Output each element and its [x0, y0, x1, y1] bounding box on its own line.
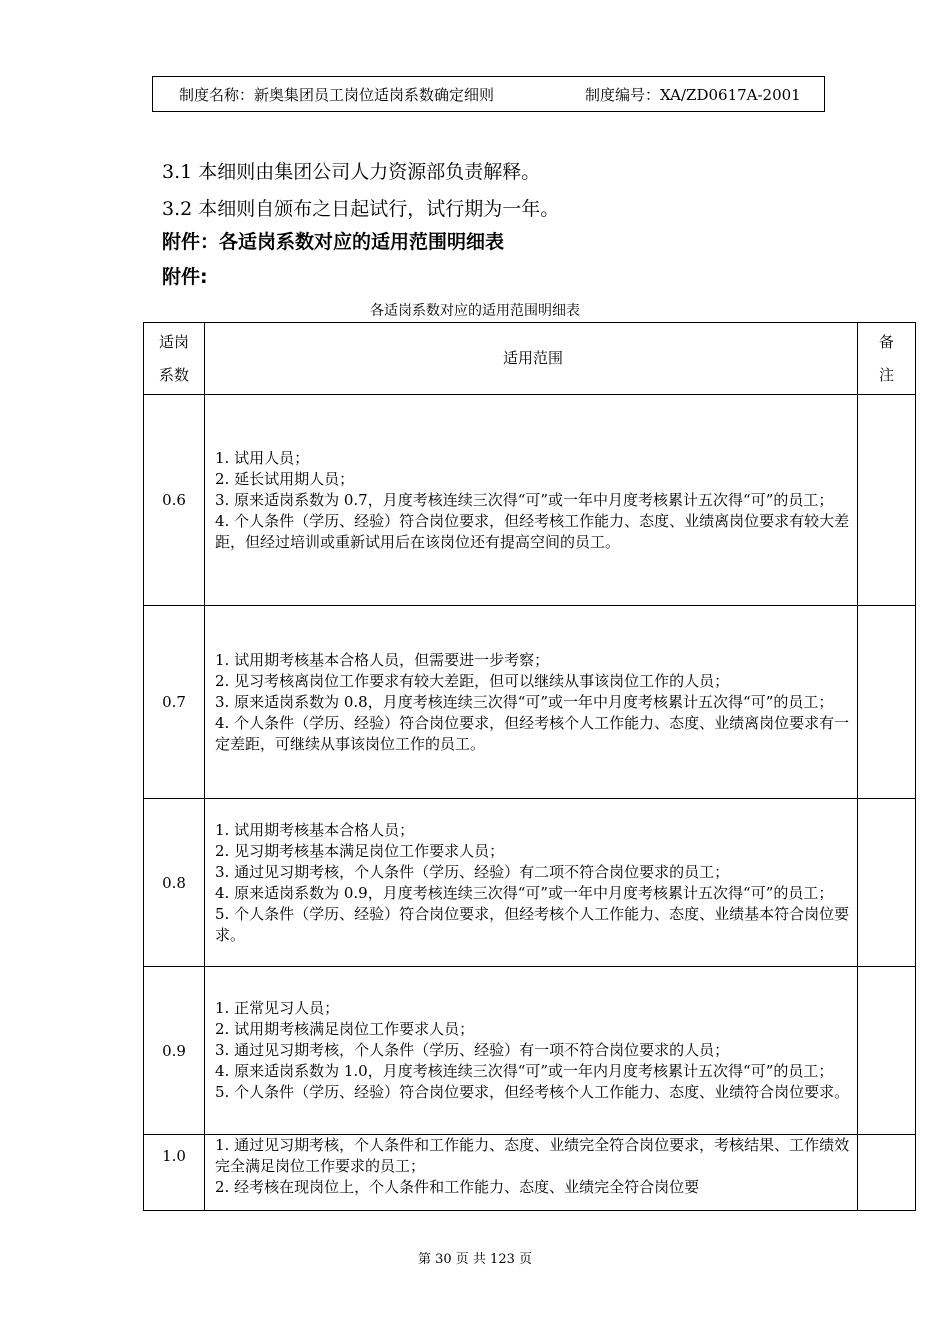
- header-note: 备 注: [858, 323, 916, 395]
- table-row: [144, 606, 916, 799]
- note-cell: [858, 395, 916, 606]
- list-item: 1. 通过见习期考核，个人条件和工作能力、态度、业绩完全符合岗位要求，考核结果、工作绩效完全满足岗位工作要求的员工；: [215, 1136, 850, 1175]
- list-item: 1. 正常见习人员；: [215, 999, 340, 1017]
- range-cell: [205, 1135, 858, 1211]
- range-cell: [205, 606, 858, 799]
- regulation-code: 制度编号：XA/ZD0617A-2001: [585, 85, 801, 104]
- list-item: 5. 个人条件（学历、经验）符合岗位要求，但经考核个人工作能力、态度、业绩基本符合岗位要求。: [215, 904, 850, 944]
- list-item: 1. 试用期考核基本合格人员，但需要进一步考察；: [215, 650, 550, 669]
- table-row: [144, 967, 916, 1135]
- regulation-name: 制度名称：新奥集团员工岗位适岗系数确定细则: [179, 85, 495, 104]
- coefficient-cell: 1.0: [144, 1135, 205, 1211]
- table-header-row: [144, 323, 916, 395]
- table-row: [144, 1135, 916, 1211]
- coefficient-cell: 0.9: [144, 967, 205, 1135]
- coefficient-table: [143, 322, 916, 1211]
- header-range: 适用范围: [205, 323, 858, 395]
- list-item: 3. 原来适岗系数为 0.7，月度考核连续三次得“可”或一年中月度考核累计五次得“可”的员工；: [215, 490, 834, 509]
- note-cell: [858, 606, 916, 799]
- list-item: 3. 通过见习期考核，个人条件（学历、经验）有二项不符合岗位要求的员工；: [215, 862, 730, 881]
- list-item: 3. 通过见习期考核，个人条件（学历、经验）有一项不符合岗位要求的人员；: [215, 1041, 730, 1059]
- table-row: [144, 799, 916, 967]
- list-item: 4. 原来适岗系数为 0.9，月度考核连续三次得“可”或一年中月度考核累计五次得“可”的员工；: [215, 883, 834, 902]
- coefficient-cell: 0.7: [144, 606, 205, 799]
- list-item: 4. 个人条件（学历、经验）符合岗位要求，但经考核工作能力、态度、业绩离岗位要求有较大差距，但经过培训或重新试用后在该岗位还有提高空间的员工。: [215, 511, 850, 551]
- paragraph-3-2: 3.2 本细则自颁布之日起试行，试行期为一年。: [162, 198, 560, 220]
- list-item: 2. 见习考核离岗位工作要求有较大差距，但可以继续从事该岗位工作的人员；: [215, 671, 730, 690]
- attachment-label: 附件:: [162, 266, 208, 288]
- list-item: 4. 原来适岗系数为 1.0，月度考核连续三次得“可”或一年内月度考核累计五次得“可”的员工；: [215, 1062, 834, 1080]
- list-item: 2. 延长试用期人员；: [215, 469, 355, 488]
- table-row: [144, 395, 916, 606]
- note-cell: [858, 1135, 916, 1211]
- page-number: 第 30 页 共 123 页: [417, 1252, 533, 1267]
- coefficient-cell: 0.8: [144, 799, 205, 967]
- range-cell: [205, 967, 858, 1135]
- list-item: 1. 试用人员；: [215, 448, 310, 467]
- note-cell: [858, 799, 916, 967]
- paragraph-3-1: 3.1 本细则由集团公司人力资源部负责解释。: [162, 161, 541, 183]
- note-cell: [858, 967, 916, 1135]
- list-item: 2. 试用期考核满足岗位工作要求人员；: [215, 1020, 475, 1038]
- table-caption: 各适岗系数对应的适用范围明细表: [370, 303, 580, 319]
- header-coefficient: 适岗 系数: [144, 323, 205, 395]
- list-item: 5. 个人条件（学历、经验）符合岗位要求，但经考核个人工作能力、态度、业绩符合岗位要求。: [215, 1083, 850, 1101]
- coefficient-cell: 0.6: [144, 395, 205, 606]
- attachment-title: 附件：各适岗系数对应的适用范围明细表: [162, 231, 505, 253]
- list-item: 4. 个人条件（学历、经验）符合岗位要求，但经考核个人工作能力、态度、业绩离岗位要求有一定差距，可继续从事该岗位工作的员工。: [215, 713, 850, 753]
- document-header: [152, 76, 825, 112]
- list-item: 3. 原来适岗系数为 0.8，月度考核连续三次得“可”或一年中月度考核累计五次得“可”的员工；: [215, 692, 834, 711]
- list-item: 2. 经考核在现岗位上，个人条件和工作能力、态度、业绩完全符合岗位要: [215, 1178, 700, 1196]
- range-cell: [205, 799, 858, 967]
- list-item: 1. 试用期考核基本合格人员；: [215, 820, 415, 839]
- range-cell: [205, 395, 858, 606]
- list-item: 2. 见习期考核基本满足岗位工作要求人员；: [215, 841, 505, 860]
